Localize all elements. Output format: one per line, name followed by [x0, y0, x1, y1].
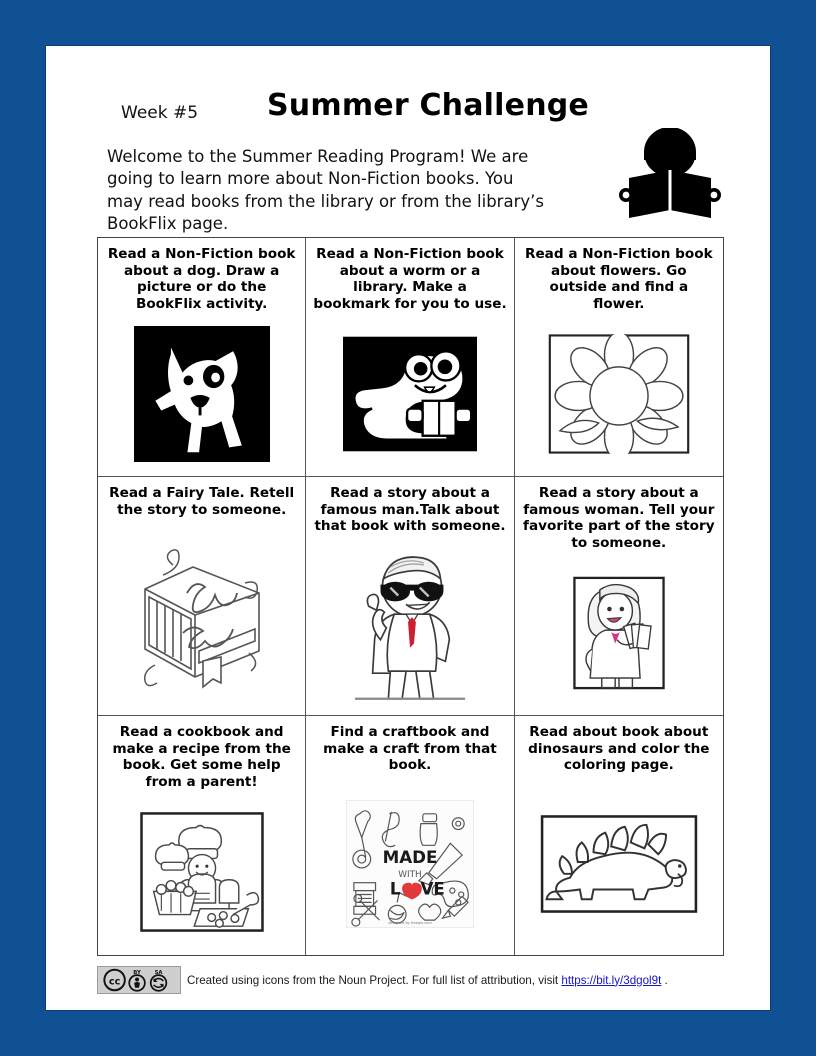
challenge-grid — [97, 237, 724, 956]
attribution-text — [187, 974, 668, 987]
svg-text:BY: BY — [133, 970, 141, 977]
challenge-cell[interactable] — [98, 238, 306, 477]
craft-line3b: VE — [420, 878, 445, 899]
cell-task-text: Read a Fairy Tale. Retell the story to someone. — [109, 485, 295, 518]
challenge-cell[interactable] — [306, 716, 514, 955]
cell-task-text: Read a Non-Fiction book about a dog. Draw a picture or do the BookFlix activity. — [107, 246, 296, 312]
attribution-suffix: . — [661, 973, 668, 987]
made-with-love-craft-image — [313, 777, 506, 951]
cell-task-text: Read a cookbook and make a recipe from the book. Get some help from a parent! — [112, 724, 291, 790]
cell-task-text: Read about book about dinosaurs and color the coloring page. — [528, 724, 710, 774]
attribution-link[interactable]: https://bit.ly/3dgol9t — [561, 973, 662, 987]
person-reading-book-icon — [615, 128, 725, 228]
craft-line1: MADE — [382, 846, 438, 867]
page-title: Summer Challenge — [267, 88, 589, 123]
challenge-cell[interactable] — [515, 477, 723, 716]
worksheet-page — [45, 45, 771, 1011]
famous-man-cartoon-image — [313, 538, 506, 711]
bookworm-image — [313, 315, 506, 472]
stegosaurus-coloring-image — [522, 777, 716, 951]
fairy-tales-book-image — [105, 521, 298, 711]
challenge-cell[interactable] — [306, 477, 514, 716]
creative-commons-by-sa-badge — [97, 966, 181, 994]
sunflower-coloring-image — [522, 315, 716, 472]
craft-line3a: L — [389, 878, 401, 899]
craft-credit: designed by freepik.com — [388, 920, 432, 925]
cell-task-text: Read a story about a famous man.Talk about that book with someone. — [314, 485, 506, 535]
dog-silhouette-image — [105, 315, 298, 472]
attribution-footer — [97, 966, 737, 994]
cell-task-text: Read a Non-Fiction book about a worm or a library. Make a bookmark for you to use. — [313, 246, 507, 312]
famous-woman-cartoon-image — [522, 554, 716, 711]
cell-task-text: Find a craftbook and make a craft from that book. — [323, 724, 497, 774]
challenge-cell[interactable] — [515, 238, 723, 477]
cell-task-text: Read a Non-Fiction book about flowers. Go outside and find a flower. — [525, 246, 713, 312]
cell-task-text: Read a story about a famous woman. Tell your favorite part of the story to someone. — [523, 485, 715, 551]
craft-line2: WITH — [398, 869, 422, 880]
challenge-cell[interactable] — [306, 238, 514, 477]
challenge-cell[interactable] — [515, 716, 723, 955]
challenge-cell[interactable] — [98, 477, 306, 716]
intro-paragraph: Welcome to the Summer Reading Program! We are going to learn more about Non-Fiction books. You may read books from the library or from the library’s BookFlix page. — [107, 147, 544, 233]
svg-text:SA: SA — [154, 970, 163, 977]
page-header — [46, 46, 770, 123]
chef-baking-coloring-image — [105, 793, 298, 951]
challenge-cell[interactable] — [98, 716, 306, 955]
svg-text:cc: cc — [108, 976, 121, 988]
attribution-sentence: Created using icons from the Noun Project. For full list of attribution, visit — [187, 973, 562, 987]
week-label: Week #5 — [121, 103, 199, 123]
